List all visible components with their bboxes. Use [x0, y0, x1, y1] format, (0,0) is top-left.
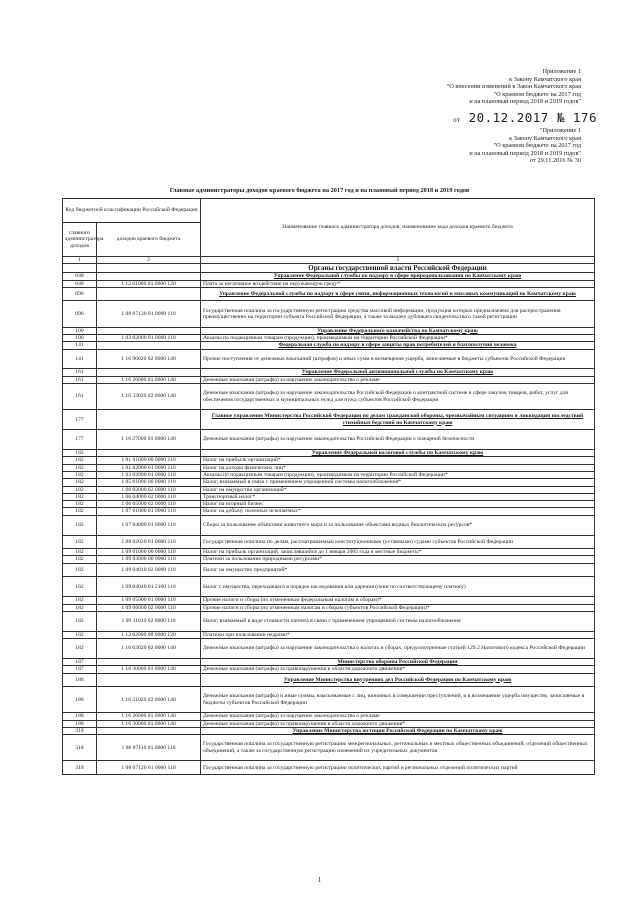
table-row — [63, 713, 595, 720]
table-row — [63, 611, 595, 631]
admin-code-cell: 182 — [63, 597, 97, 604]
name-cell: Денежные взыскания (штрафы) за нарушение законодательства о налогах и сборах, предусмотренные статьей 129.2 Налогового кодекса Российской Федерации — [201, 639, 595, 659]
table-row — [63, 577, 595, 597]
revenue-code-cell: 1 05 01000 00 0000 110 — [97, 479, 201, 486]
admin-code-cell: 182 — [63, 501, 97, 508]
section-row — [63, 273, 595, 280]
revenue-code-cell: 1 08 07130 01 0000 110 — [97, 301, 201, 327]
revenue-code-cell: 1 06 02000 02 0000 110 — [97, 486, 201, 493]
revenue-code-cell — [97, 658, 201, 665]
name-cell: Прочие налоги и сборы (по отмененным федеральным налогам и сборам)* — [201, 597, 595, 604]
revenue-code-cell: 1 07 01000 01 0000 110 — [97, 508, 201, 515]
table-row — [63, 479, 595, 486]
revenue-code-cell — [97, 727, 201, 734]
name-cell: Денежные взыскания (штрафы) за нарушение законодательства о рекламе — [201, 713, 595, 720]
section-row — [63, 727, 595, 734]
name-cell: Денежные взыскания (штрафы) за нарушение законодательства Российской Федерации о контрактной системе в сфере закупок товаров, работ, услуг для обеспечения государственных и муниципальных нужд для нужд субъектов Российской Федерации — [201, 384, 595, 410]
admin-code-cell: 187 — [63, 666, 97, 673]
name-cell: Налог на имущество организаций* — [201, 486, 595, 493]
revenue-code-cell: 1 16 26000 01 0000 140 — [97, 713, 201, 720]
revenue-code-cell — [97, 450, 201, 457]
name-cell: Платежи при пользовании недрами* — [201, 631, 595, 638]
table-row — [63, 563, 595, 577]
name-cell: Управление Министерства внутренних дел Российской Федерации по Камчатскому краю — [201, 673, 595, 687]
admin-code-cell: 182 — [63, 508, 97, 515]
admin-code-cell: 188 — [63, 673, 97, 687]
table-row — [63, 639, 595, 659]
name-cell: Управление Федеральной налоговой службы по Камчатскому краю — [201, 450, 595, 457]
name-cell: Управление Федеральной антимонопольной службы по Камчатскому краю — [201, 369, 595, 376]
table-row — [63, 666, 595, 673]
name-cell: Главное управление Министерства Российской Федерации по делам гражданской обороны, чрезвычайным ситуациям и ликвидации последствий стихийных бедствий по Камчатскому краю — [201, 410, 595, 430]
admin-code-cell: 182 — [63, 549, 97, 556]
table-row — [63, 430, 595, 450]
admin-code-cell: 182 — [63, 493, 97, 500]
revenue-administrators-table — [62, 198, 595, 775]
appendix-header — [447, 68, 581, 106]
name-cell: Государственная пошлина за государственную регистрацию политических партий и региональных отделений политических партий — [201, 761, 595, 775]
section-row — [63, 450, 595, 457]
header_top-line: и на плановый период 2018 и 2019 годов" — [469, 98, 581, 106]
name-cell: Налог на добычу полезных ископаемых* — [201, 508, 595, 515]
table-row — [63, 631, 595, 638]
header-col1: главного администратора доходов — [63, 223, 97, 257]
table-row — [63, 464, 595, 471]
header-num3: 3 — [201, 257, 595, 264]
table-row — [63, 301, 595, 327]
stamp-prefix: от — [453, 116, 461, 124]
admin-code-cell: 161 — [63, 384, 97, 410]
header_top-line: "О внесении изменений в Закон Камчатского края — [446, 83, 581, 91]
admin-code-cell: 182 — [63, 611, 97, 631]
admin-code-cell: 187 — [63, 658, 97, 665]
table-row — [63, 761, 595, 775]
table-row — [63, 457, 595, 464]
admin-code-cell: 177 — [63, 430, 97, 450]
revenue-code-cell: 1 08 07120 01 0000 110 — [97, 761, 201, 775]
admin-code-cell: 182 — [63, 631, 97, 638]
revenue-code-cell: 1 09 03000 00 0000 110 — [97, 556, 201, 563]
appendix-header-previous — [469, 127, 581, 165]
admin-code-cell: 188 — [63, 713, 97, 720]
revenue-code-cell: 1 16 33020 02 0000 140 — [97, 384, 201, 410]
header_bottom-line: от 29.11.2016 № 30 — [530, 157, 581, 165]
table-row — [63, 556, 595, 563]
table-row — [63, 687, 595, 713]
revenue-code-cell — [97, 264, 201, 273]
revenue-code-cell — [97, 673, 201, 687]
admin-code-cell: 096 — [63, 287, 97, 301]
admin-code-cell: 182 — [63, 639, 97, 659]
name-cell: Налог с имущества, переходящего в порядке наследования или дарения (пени по соответствующему платежу) — [201, 577, 595, 597]
header_top-line: Приложение 1 — [542, 68, 581, 75]
admin-code-cell: 182 — [63, 457, 97, 464]
table-row — [63, 508, 595, 515]
admin-code-cell: 177 — [63, 410, 97, 430]
table-row — [63, 376, 595, 383]
section-row — [63, 369, 595, 376]
header_bottom-line: "Приложение 1 — [539, 127, 581, 134]
table-row — [63, 735, 595, 761]
section-row — [63, 342, 595, 349]
name-cell: Налог на доходы физических лиц* — [201, 464, 595, 471]
admin-code-cell: 048 — [63, 273, 97, 280]
revenue-code-cell: 1 07 04000 01 0000 110 — [97, 515, 201, 535]
table-row — [63, 471, 595, 478]
name-cell: Государственная пошлина по делам, рассматриваемым конституционными (уставными) судами субъектов Российской Федерации — [201, 535, 595, 549]
admin-code-cell: 182 — [63, 479, 97, 486]
admin-code-cell: 182 — [63, 604, 97, 611]
revenue-code-cell: 1 03 02000 01 0000 110 — [97, 471, 201, 478]
admin-code-cell: 096 — [63, 301, 97, 327]
table-row — [63, 486, 595, 493]
admin-code-cell: 048 — [63, 280, 97, 287]
admin-code-cell: 318 — [63, 727, 97, 734]
admin-code-cell: 182 — [63, 471, 97, 478]
stamp-text: 20.12.2017 № 176 — [468, 110, 597, 125]
name-cell: Органы государственной власти Российской Федерации — [201, 264, 595, 273]
admin-code-cell: 188 — [63, 687, 97, 713]
name-cell: Денежные взыскания (штрафы) за нарушение законодательства Российской Федерации о пожарной безопасности — [201, 430, 595, 450]
revenue-code-cell — [97, 369, 201, 376]
revenue-code-cell — [97, 410, 201, 430]
revenue-code-cell: 1 16 90020 02 0000 140 — [97, 349, 201, 369]
table-row — [63, 384, 595, 410]
table-row — [63, 604, 595, 611]
name-cell: Денежные взыскания (штрафы) за правонарушения в области дорожного движения* — [201, 666, 595, 673]
name-cell: Налог, взимаемый в связи с применением упрощенной системы налогообложения* — [201, 479, 595, 486]
revenue-code-cell — [97, 327, 201, 334]
section-row — [63, 264, 595, 273]
page-number: 1 — [317, 876, 322, 884]
table-row — [63, 515, 595, 535]
name-cell: Налог, взимаемый в виде стоимости патента в связи с применением упрощенной системы налогообложения — [201, 611, 595, 631]
header-col2: доходов краевого бюджета — [97, 223, 201, 257]
admin-code-cell: 141 — [63, 342, 97, 349]
name-cell: Министерство обороны Российской Федерации — [201, 658, 595, 665]
revenue-code-cell: 1 06 04000 02 0000 110 — [97, 493, 201, 500]
name-cell: Денежные взыскания (штрафы) и иные суммы, взыскиваемые с лиц, виновных в совершении преступлений, и в возмещение ущерба имуществу, зачисляемые в бюджеты субъектов Российской Федерации — [201, 687, 595, 713]
admin-code-cell: 161 — [63, 376, 97, 383]
admin-code-cell: 318 — [63, 735, 97, 761]
name-cell: Налог на прибыль организаций* — [201, 457, 595, 464]
header-num1: 1 — [63, 257, 97, 264]
admin-code-cell: 182 — [63, 563, 97, 577]
admin-code-cell: 100 — [63, 327, 97, 334]
revenue-code-cell: 1 16 26000 01 0000 140 — [97, 376, 201, 383]
admin-code-cell: 188 — [63, 720, 97, 727]
revenue-code-cell: 1 09 05000 01 0000 110 — [97, 597, 201, 604]
admin-code-cell: 182 — [63, 450, 97, 457]
revenue-code-cell: 1 08 02020 01 0000 110 — [97, 535, 201, 549]
revenue-code-cell: 1 16 21020 02 0000 140 — [97, 687, 201, 713]
admin-code-cell: 100 — [63, 334, 97, 341]
admin-code-cell: 182 — [63, 577, 97, 597]
table-row — [63, 349, 595, 369]
admin-code-cell: 182 — [63, 464, 97, 471]
header-group: Код бюджетной классификации Российской Федерации — [63, 199, 201, 223]
admin-code-cell: 182 — [63, 556, 97, 563]
table-row — [63, 720, 595, 727]
admin-code-cell: 182 — [63, 486, 97, 493]
name-cell: Акцизы по подакцизным товарам (продукции), производимым на территории Российской Федерации* — [201, 471, 595, 478]
header_top-line: "О краевом бюджете на 2017 год — [493, 90, 581, 98]
header-num2: 2 — [97, 257, 201, 264]
revenue-code-cell: 1 09 04040 01 2100 110 — [97, 577, 201, 597]
table-row — [63, 501, 595, 508]
name-cell: Сборы за пользование объектами животного мира и за пользование объектами водных биологических ресурсов* — [201, 515, 595, 535]
name-cell: Прочие налоги и сборы (по отмененным налогам и сборам субъектов Российской Федерации)* — [201, 604, 595, 611]
revenue-code-cell: 1 09 11010 02 0000 110 — [97, 611, 201, 631]
name-cell: Государственная пошлина за государственную регистрацию средства массовой информации, продукция которых предназначена для распространения преимущественно на территории субъекта Российской Федерации, а также за выдачу дубликата свидетельства о такой регистрации — [201, 301, 595, 327]
header-col3: Наименование главного администратора доходов, наименование кода доходов краевого бюджета — [201, 199, 595, 257]
admin-code-cell: 161 — [63, 369, 97, 376]
table-row — [63, 280, 595, 287]
table-row — [63, 535, 595, 549]
revenue-code-cell: 1 16 30000 01 0000 140 — [97, 720, 201, 727]
revenue-code-cell — [97, 342, 201, 349]
revenue-code-cell: 1 12 02000 00 0000 120 — [97, 631, 201, 638]
revenue-code-cell: 1 06 05000 02 0000 110 — [97, 501, 201, 508]
section-row — [63, 673, 595, 687]
name-cell: Прочие поступления от денежных взысканий (штрафов) и иных сумм в возмещение ущерба, зачисляемые в бюджеты субъектов Российской Федерации — [201, 349, 595, 369]
revenue-code-cell: 1 03 02000 01 0000 110 — [97, 334, 201, 341]
section-row — [63, 287, 595, 301]
revenue-code-cell — [97, 273, 201, 280]
revenue-code-cell: 1 12 01000 01 0000 120 — [97, 280, 201, 287]
date-number-stamp — [453, 110, 597, 125]
section-row — [63, 410, 595, 430]
revenue-code-cell: 1 08 07110 01 0000 110 — [97, 735, 201, 761]
revenue-code-cell: 1 09 04010 02 0000 110 — [97, 563, 201, 577]
name-cell: Налог на игорный бизнес — [201, 501, 595, 508]
name-cell: Управление Федеральной службы по надзору в сфере природопользования по Камчатскому краю — [201, 273, 595, 280]
name-cell: Транспортный налог* — [201, 493, 595, 500]
revenue-code-cell: 1 16 03020 02 0000 140 — [97, 639, 201, 659]
name-cell: Акцизы по подакцизным товарам (продукции), производимым на территории Российской Федерации* — [201, 334, 595, 341]
name-cell: Плата за негативное воздействие на окружающую среду* — [201, 280, 595, 287]
admin-code-cell — [63, 264, 97, 273]
admin-code-cell: 141 — [63, 349, 97, 369]
document-title: Главные администраторы доходов краевого бюджета на 2017 год и на плановый период 2018 и 2019 годов — [169, 187, 470, 194]
admin-code-cell: 182 — [63, 535, 97, 549]
section-row — [63, 327, 595, 334]
revenue-code-cell: 1 09 01000 00 0000 110 — [97, 549, 201, 556]
table-row — [63, 334, 595, 341]
revenue-code-cell: 1 01 02000 01 0000 110 — [97, 464, 201, 471]
name-cell: Государственная пошлина за государственную регистрацию межрегиональных, региональных и местных общественных объединений, отделений общественных объединений, а также за государственную регистрацию изменений их учредительных документов — [201, 735, 595, 761]
revenue-code-cell: 1 16 30000 01 0000 140 — [97, 666, 201, 673]
name-cell: Управление Федеральной службы по надзору в сфере связи, информационных технологий и массовых коммуникаций по Камчатскому краю — [201, 287, 595, 301]
table-row — [63, 549, 595, 556]
name-cell: Налог на прибыль организаций, зачислявшийся до 1 января 2005 года в местные бюджеты* — [201, 549, 595, 556]
name-cell: Платежи за пользование природными ресурсами* — [201, 556, 595, 563]
revenue-code-cell: 1 09 06000 02 0000 110 — [97, 604, 201, 611]
name-cell: Федеральная служба по надзору в сфере защиты прав потребителей и благополучия человека — [201, 342, 595, 349]
table-row — [63, 597, 595, 604]
admin-code-cell: 318 — [63, 761, 97, 775]
revenue-code-cell — [97, 287, 201, 301]
revenue-code-cell: 1 16 27000 01 0000 140 — [97, 430, 201, 450]
admin-code-cell: 182 — [63, 515, 97, 535]
header_bottom-line: "О краевом бюджете на 2017 год — [493, 142, 581, 150]
section-row — [63, 658, 595, 665]
revenue-code-cell: 1 01 01000 00 0000 110 — [97, 457, 201, 464]
header_bottom-line: и на плановый период 2018 и 2019 годов" — [469, 149, 581, 157]
name-cell: Денежные взыскания (штрафы) за правонарушения в области дорожного движения* — [201, 720, 595, 727]
name-cell: Управление Федерального казначейства по Камчатскому краю — [201, 327, 595, 334]
header_top-line: к Закону Камчатского края — [509, 75, 581, 83]
name-cell: Налог на имущество предприятий* — [201, 563, 595, 577]
header_bottom-line: к Закону Камчатского края — [509, 134, 581, 142]
name-cell: Управление Министерства юстиции Российской Федерации по Камчатскому краю — [201, 727, 595, 734]
table-row — [63, 493, 595, 500]
name-cell: Денежные взыскания (штрафы) за нарушение законодательства о рекламе — [201, 376, 595, 383]
